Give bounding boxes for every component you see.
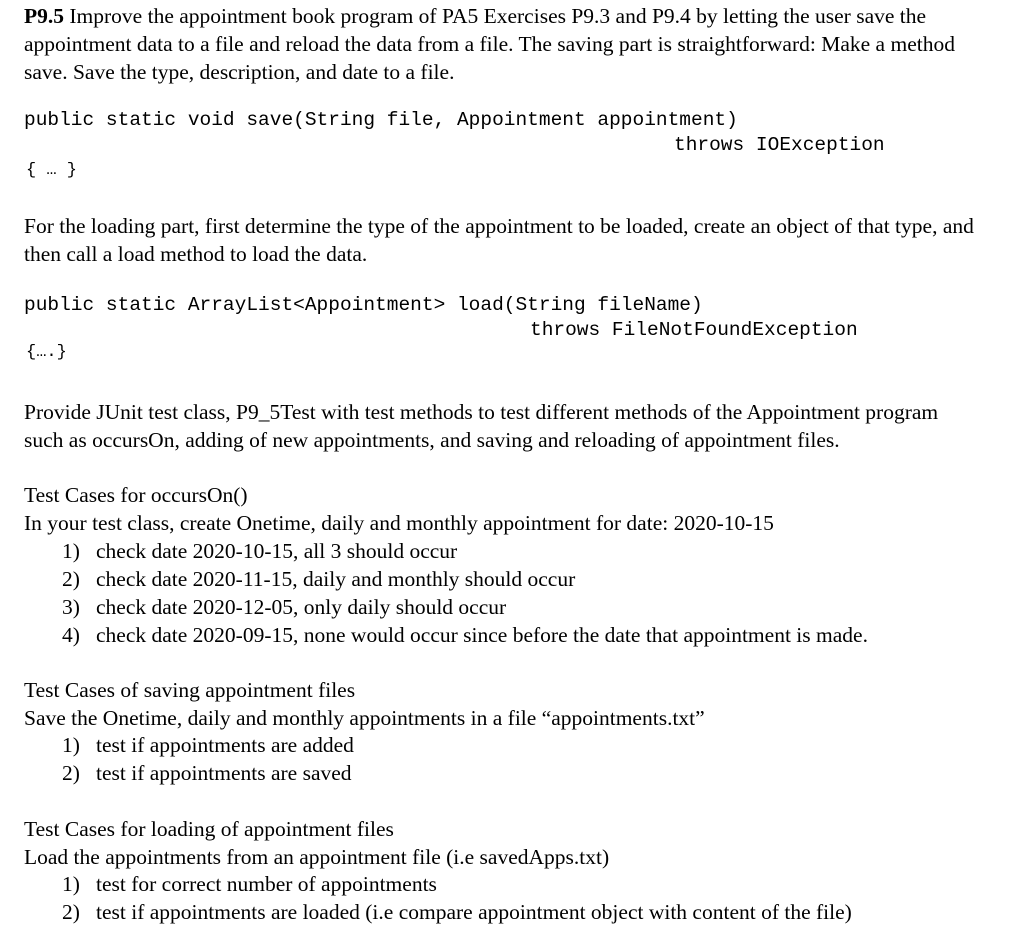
problem-statement (24, 2, 969, 86)
list-item: 1) test if appointments are added (62, 733, 354, 757)
occurs-on-heading: Test Cases for occursOn() (24, 483, 248, 507)
saving-instruction: Save the Onetime, daily and monthly appointments in a file “appointments.txt” (24, 706, 705, 730)
save-signature: public static void save(String file, Appointment appointment) (24, 109, 738, 131)
saving-heading: Test Cases of saving appointment files (24, 678, 356, 702)
loading-heading: Test Cases for loading of appointment files (24, 817, 394, 841)
load-body: {….} (26, 343, 67, 362)
occurs-on-cases (24, 537, 1014, 649)
load-signature: public static ArrayList<Appointment> load(String fileName) (24, 294, 703, 316)
list-item: 4) check date 2020-09-15, none would occur since before the date that appointment is made. (62, 623, 868, 647)
list-item: 2) check date 2020-11-15, daily and monthly should occur (62, 567, 576, 591)
save-body: { … } (26, 161, 78, 180)
list-item: 2) test if appointments are loaded (i.e compare appointment object with content of the file) (62, 900, 852, 924)
junit-paragraph: Provide JUnit test class, P9_5Test with test methods to test different methods of the Appointment program such as occursOn, adding of new appointments, and saving and reloading of appointment files. (24, 400, 939, 452)
list-item: 2) test if appointments are saved (62, 761, 352, 785)
saving-cases (24, 731, 1014, 787)
problem-intro: Improve the appointment book program of PA5 Exercises P9.3 and P9.4 by letting the user save the appointment data to a file and reload the data from a file. The saving part is straightforward: Make a method save. Save the type, description, and date to a file. (24, 4, 955, 84)
save-throws: throws IOException (674, 134, 885, 156)
list-item: 1) test for correct number of appointments (62, 872, 437, 896)
problem-label: P9.5 (24, 4, 65, 28)
loading-instruction: Load the appointments from an appointment file (i.e savedApps.txt) (24, 845, 610, 869)
loading-cases (24, 870, 1014, 926)
loading-paragraph: For the loading part, first determine the type of the appointment to be loaded, create an object of that type, and then call a load method to load the data. (24, 214, 974, 266)
occurs-on-instruction: In your test class, create Onetime, daily and monthly appointment for date: 2020-10-15 (24, 511, 774, 535)
list-item: 3) check date 2020-12-05, only daily should occur (62, 595, 507, 619)
load-throws: throws FileNotFoundException (530, 319, 858, 341)
list-item: 1) check date 2020-10-15, all 3 should occur (62, 539, 458, 563)
